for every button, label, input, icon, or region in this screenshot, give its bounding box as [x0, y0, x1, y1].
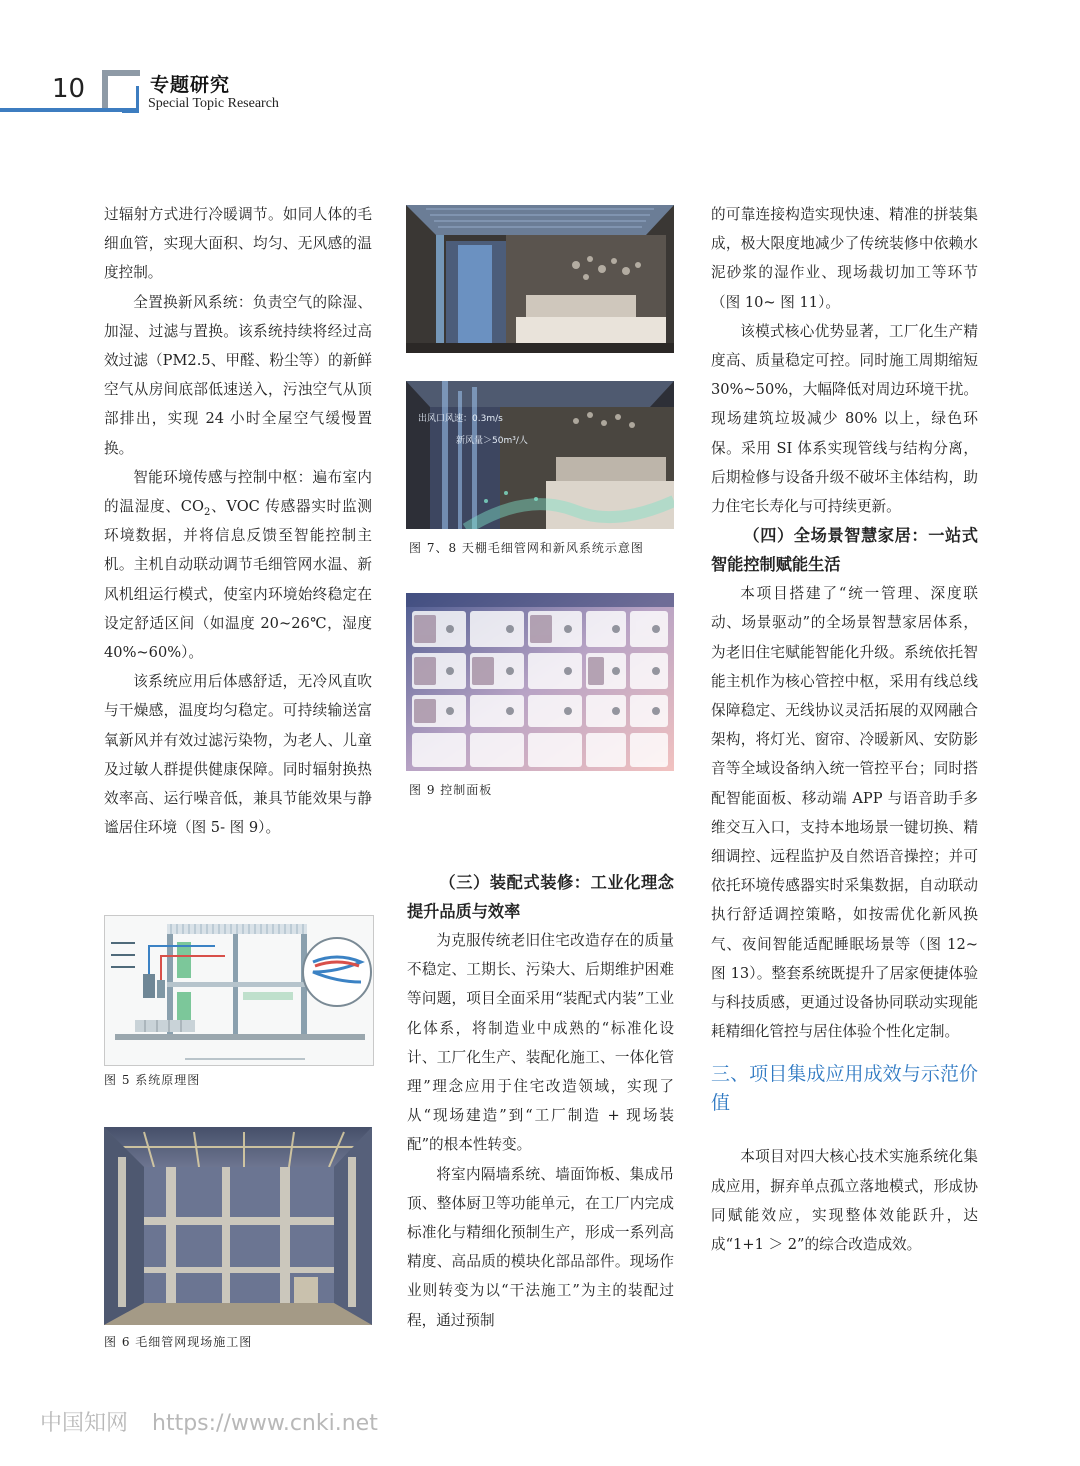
figure-7-bedroom-render — [406, 205, 674, 353]
system-diagram-illustration — [105, 916, 373, 1065]
paragraph: 该系统应用后体感舒适，无冷风直吹与干燥感，温度均匀稳定。可持续输送富氧新风并有效过滤污染物，为老人、儿童及过敏人群提供健康保障。同时辐射换热效率高、运行噪音低，兼具节能效果与静谧居住环境（图 5- 图 9）。 — [104, 673, 372, 837]
watermark-brand: 中国知网 — [40, 1411, 129, 1436]
figure-5-caption: 图 5 系统原理图 — [104, 1073, 201, 1087]
figure-9-caption: 图 9 控制面板 — [409, 783, 493, 797]
figure-5-system-diagram — [104, 915, 374, 1066]
section-heading-3: 三、项目集成应用成效与示范价值 — [711, 1063, 978, 1115]
section-title-cn: 专题研究 — [150, 74, 231, 96]
paragraph: 本项目搭建了“统一管理、深度联动、场景驱动”的全场景智慧家居体系，为老旧住宅赋能智能化升级。系统依托智能主机作为核心管控中枢，采用有线总线保障稳定、无线协议灵活拓展的双网融合架构，将灯光、窗帘、冷暖新风、安防影音等全域设备纳入统一管控平台；同时搭配智能面板、移动端 APP 与语音助手多维交互入口，支持本地场景一键切换、精细调控、远程监护及自然语音操控；并可依托环境传感器实时采集数据，自动联动执行舒适调控策略，如按需优化新风换气、夜间智能适配睡眠场景等（图 12~ 图 13）。整套系统既提升了居家便捷体验与科技质感，更通过设备协同联动实现能耗精细化管控与居住体验个性化定制。 — [711, 585, 978, 1041]
paragraph: 该模式核心优势显著，工厂化生产精度高、质量稳定可控。同时施工周期缩短 30%~50%，大幅降低对周边环境干扰。现场建筑垃圾减少 80% 以上，绿色环保。采用 SI 体系实现管线与结构分离，后期检修与设备升级不破坏主体结构，助力住宅长寿化与可持续更新。 — [711, 322, 978, 516]
right-column — [711, 200, 978, 1259]
watermark-url: https://www.cnki.net — [152, 1411, 378, 1436]
middle-column — [407, 868, 674, 1335]
paragraph: 过辐射方式进行冷暖调节。如同人体的毛细血管，实现大面积、均匀、无风感的温度控制。 — [104, 206, 372, 282]
paragraph: 全置换新风系统：负责空气的除湿、加湿、过滤与置换。该系统持续将经过高效过滤（PM2.5、甲醛、粉尘等）的新鲜空气从房间底部低速送入，污浊空气从顶部排出，实现 24 小时全屋空气缓慢置换。 — [104, 293, 372, 457]
airflow-render-illustration — [406, 381, 674, 529]
section-title-en: Special Topic Research — [148, 96, 279, 111]
figure-6-caption: 图 6 毛细管网现场施工图 — [104, 1335, 253, 1349]
left-column — [104, 200, 372, 842]
paragraph: 的可靠连接构造实现快速、精准的拼装集成，极大限度地减少了传统装修中依赖水泥砂浆的湿作业、现场裁切加工等环节（图 10~ 图 11）。 — [711, 206, 978, 311]
subscript: 2 — [203, 506, 211, 518]
figure-8-airflow-render — [406, 381, 674, 529]
watermark — [40, 1406, 402, 1437]
paragraph — [104, 463, 372, 667]
page-number: 10 — [52, 74, 86, 104]
text-run: 智能环境传感与控制中枢：遍布室内的温湿度、CO — [104, 468, 372, 516]
paragraph: 将室内隔墙系统、墙面饰板、集成吊顶、整体厨卫等功能单元，在工厂内完成标准化与精细化预制生产，形成一系列高精度、高品质的模块化部品部件。现场作业则转变为以“干法施工”为主的装配过程，通过预制 — [407, 1165, 674, 1329]
airflow-speed-label: 出风口风速：0.3m/s — [418, 414, 503, 424]
bedroom-render-illustration — [406, 205, 674, 353]
subsection-heading-4: （四）全场景智慧家居：一站式智能控制赋能生活 — [711, 526, 978, 575]
construction-photo-illustration — [104, 1127, 372, 1325]
paragraph: 为克服传统老旧住宅改造存在的质量不稳定、工期长、污染大、后期维护困难等问题，项目全面采用“装配式内装”工业化体系，将制造业中成熟的“标准化设计、工厂化生产、装配化施工、一体化管理”理念应用于住宅改造领域，实现了从“现场建造”到“工厂制造 + 现场装配”的根本性转变。 — [407, 932, 674, 1154]
figure-7-8-caption: 图 7、8 天棚毛细管网和新风系统示意图 — [409, 541, 644, 555]
fresh-air-volume-label: 新风量＞50m³/人 — [456, 436, 528, 446]
control-panel-illustration — [406, 593, 674, 771]
figure-6-construction-photo — [104, 1127, 372, 1325]
text-run: 、VOC 传感器实时监测环境数据，并将信息反馈至智能控制主机。主机自动联动调节毛细管网水温、新风机组运行模式，使室内环境始终稳定在设定舒适区间（如温度 20~26℃，湿度 40%~60%）。 — [104, 498, 372, 662]
figure-9-control-panel — [406, 593, 674, 771]
subsection-heading-3: （三）装配式装修：工业化理念提升品质与效率 — [407, 873, 674, 921]
header-rule — [0, 108, 138, 112]
paragraph: 本项目对四大核心技术实施系统化集成应用，摒弃单点孤立落地模式，形成协同赋能效应，实现整体效能跃升，达成“1+1 ＞ 2”的综合改造成效。 — [711, 1148, 978, 1254]
